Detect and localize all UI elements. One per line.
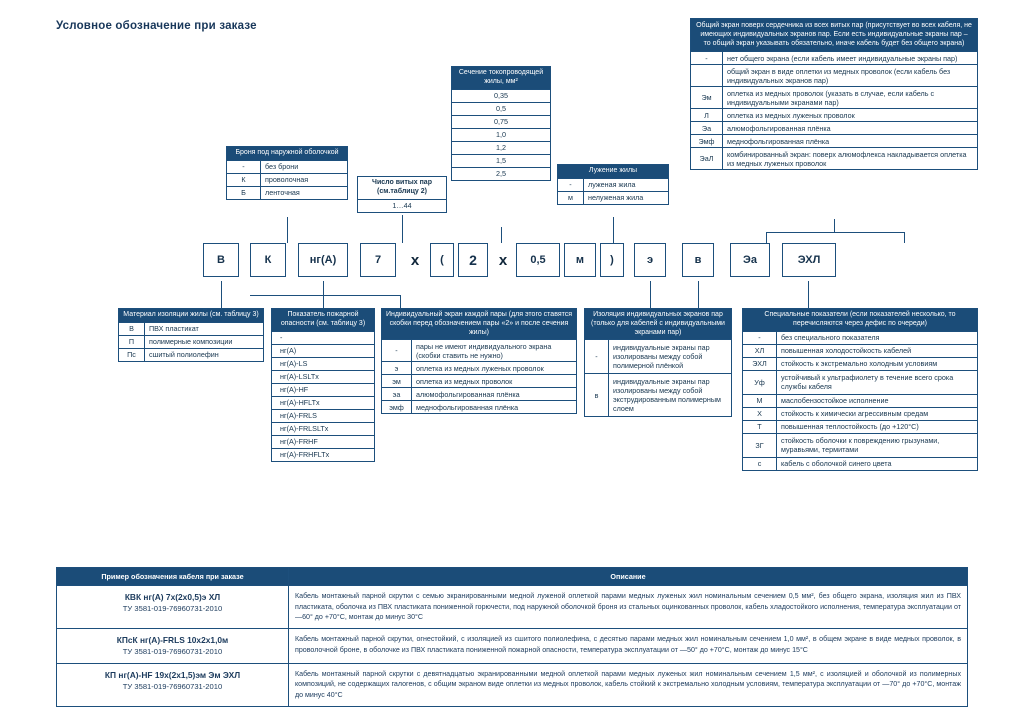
- code-cell-common-screen[interactable]: Эа: [730, 243, 770, 277]
- table-row: [558, 179, 668, 192]
- table-row: [452, 168, 550, 180]
- pair-screen-val-4: меднофольгированная плёнка: [416, 402, 519, 412]
- example-mark-1: [57, 629, 289, 663]
- table-row: [57, 663, 967, 706]
- fire-hazard-header: Показатель пожарной опасности (см. таблицу 3): [272, 309, 374, 332]
- table-row: [743, 371, 977, 395]
- connector: [766, 232, 767, 243]
- table-row: [743, 395, 977, 408]
- common-screen-key-6: ЭаЛ: [691, 148, 723, 169]
- special-val-4: маслобензостойкое исполнение: [781, 396, 889, 405]
- table-row: [691, 65, 977, 87]
- table-row: [691, 87, 977, 109]
- code-cell-pair-count[interactable]: 2: [458, 243, 488, 277]
- example-mark-code-1: КПсК нг(А)-FRLS 10х2х1,0м: [116, 634, 229, 645]
- common-screen-val-4: алюмофольгированная плёнка: [727, 123, 831, 133]
- table-row: [272, 384, 374, 397]
- pair-screen-key-1: э: [382, 362, 412, 374]
- common-screen-key-4: Эа: [691, 122, 723, 134]
- table-row: [119, 336, 263, 349]
- table-row: [691, 135, 977, 148]
- table-row: [743, 434, 977, 458]
- special-key-7: ЗГ: [743, 434, 777, 457]
- pair-screen-key-0: -: [382, 340, 412, 361]
- table-row: [272, 345, 374, 358]
- section-table: [451, 66, 551, 181]
- table-row: [558, 192, 668, 204]
- code-cell-close-paren[interactable]: ): [600, 243, 624, 277]
- table-row: [272, 423, 374, 436]
- special-key-6: Т: [743, 421, 777, 433]
- section-value-2: 0,75: [494, 117, 508, 126]
- table-row: [119, 323, 263, 336]
- fire-hazard-value-9: нг(А)-FRHFLTx: [280, 450, 330, 459]
- table-row: [382, 388, 576, 401]
- armour-key-2: Б: [227, 187, 261, 199]
- special-val-5: стойкость к химически агрессивным средам: [781, 409, 929, 418]
- table-row: [743, 332, 977, 345]
- connector: [400, 295, 401, 308]
- tinning-val-1: нелуженая жила: [588, 193, 644, 203]
- common-screen-key-2: Эм: [691, 87, 723, 108]
- screen-insulation-table: [584, 308, 732, 417]
- example-desc-1: Кабель монтажный парной скрутки, огнестойкий, с изоляцией из сшитого полиолефина, с десятью парами медных жил номинальным сечением 1,0 мм², в общем экране в виде медных проволок, в проволочной броне, в оболочке из ПВХ пластиката пониженной пожарной опасности, температура эксплуатации от —50° до +70°С, монтаж до минус 15°С: [295, 634, 961, 654]
- special-key-4: М: [743, 395, 777, 407]
- table-row: [452, 116, 550, 129]
- examples-col1-header: Пример обозначения кабеля при заказе: [57, 568, 289, 585]
- table-row: [382, 375, 576, 388]
- table-row: [743, 458, 977, 470]
- connector: [766, 232, 904, 233]
- page-title: Условное обозначение при заказе: [56, 20, 257, 32]
- common-screen-key-1: [691, 65, 723, 86]
- connector: [834, 219, 835, 232]
- armour-val-1: проволочная: [265, 175, 309, 185]
- table-row: [272, 449, 374, 461]
- table-row: [452, 155, 550, 168]
- insulation-key-0: В: [119, 323, 145, 335]
- special-val-6: повышенная теплостойкость (до +120°С): [781, 422, 919, 431]
- table-row: [585, 340, 731, 374]
- example-mark-code-0: КВК нг(А) 7х(2х0,5)э ХЛ: [124, 592, 221, 602]
- pairs-table: [357, 176, 447, 213]
- connector: [250, 295, 400, 296]
- special-val-0: без специального показателя: [781, 333, 880, 342]
- table-row: [743, 358, 977, 371]
- table-row: [227, 187, 347, 199]
- pairs-value: 1…44: [392, 201, 412, 210]
- common-screen-val-3: оплетка из медных луженых проволок: [727, 110, 855, 120]
- screen-insulation-key-1: в: [585, 374, 609, 416]
- common-screen-val-6: комбинированный экран: поверх алюмофлекса накладывается оплетка из медных луженых проволок: [727, 149, 967, 168]
- screen-insulation-header: Изоляция индивидуальных экранов пар (только для кабелей с индивидуальными экранами пар): [585, 309, 731, 340]
- insulation-val-2: сшитый полиолефин: [149, 350, 219, 360]
- fire-hazard-value-4: нг(А)-HF: [280, 385, 309, 394]
- example-desc-2: Кабель монтажный парной скрутки с девятнадцатью экранированными медной оплеткой парами медных луженых жил номинальным сечением 1,5 мм², с изоляцией и оболочкой из полимерных композиций, не содержащих галогенов, с общим экраном виде оплетки из медных проволок, кабель стойкий к экстремально холодным условиям, температура эксплуатации от —70° до +70°С, монтаж до минус 40°С: [295, 669, 961, 700]
- armour-val-2: ленточная: [265, 188, 300, 198]
- special-val-3: устойчивый к ультрафиолету в течение всего срока службы кабеля: [781, 373, 954, 391]
- screen-insulation-key-0: -: [585, 340, 609, 373]
- screen-insulation-val-0: индивидуальные экраны пар изолированы между собой полимерной плёнкой: [613, 343, 710, 371]
- fire-hazard-value-6: нг(А)-FRLS: [280, 411, 317, 420]
- armour-val-0: без брони: [265, 162, 299, 172]
- armour-key-0: -: [227, 161, 261, 173]
- examples-col2-header: Описание: [610, 572, 646, 581]
- example-mark-spec-2: ТУ 3581-019-76960731-2010: [122, 682, 223, 692]
- armour-key-1: К: [227, 174, 261, 186]
- special-header: Специальные показатели (если показателей несколько, то перечисляются через дефис по очереди): [743, 309, 977, 332]
- section-value-6: 2,5: [496, 169, 506, 178]
- armour-table: [226, 146, 348, 200]
- connector: [808, 281, 809, 308]
- tinning-table: [557, 164, 669, 205]
- table-row: [272, 397, 374, 410]
- table-row: [743, 408, 977, 421]
- special-val-7: стойкость оболочки к повреждению грызунами, муравьями, термитами: [781, 436, 940, 454]
- connector: [287, 217, 288, 243]
- code-cell-0[interactable]: В: [203, 243, 239, 277]
- special-val-2: стойкость к экстремально холодным условиям: [781, 359, 938, 368]
- table-row: [382, 401, 576, 413]
- table-row: [452, 142, 550, 155]
- code-cell-3[interactable]: 7: [360, 243, 396, 277]
- table-row: [691, 148, 977, 169]
- example-mark-2: [57, 664, 289, 706]
- fire-hazard-value-1: нг(А): [280, 346, 297, 355]
- table-row: [382, 362, 576, 375]
- code-cell-1[interactable]: К: [250, 243, 286, 277]
- section-value-4: 1,2: [496, 143, 506, 152]
- pair-screen-val-3: алюмофольгированная плёнка: [416, 389, 520, 399]
- table-row: [358, 200, 446, 212]
- fire-hazard-value-8: нг(А)-FRHF: [280, 437, 318, 446]
- section-header: Сечение токопроводящей жилы, мм²: [452, 67, 550, 90]
- connector: [402, 215, 403, 243]
- table-row: [691, 122, 977, 135]
- connector: [904, 232, 905, 243]
- connector: [650, 281, 651, 308]
- table-row: [227, 161, 347, 174]
- code-cell-special[interactable]: ЭХЛ: [782, 243, 836, 277]
- pair-screen-val-2: оплетка из медных проволок: [416, 376, 513, 386]
- examples-table: [56, 567, 968, 707]
- code-cell-screen-insulation[interactable]: в: [682, 243, 714, 277]
- table-row: [743, 421, 977, 434]
- special-key-5: Х: [743, 408, 777, 420]
- code-cell-open-paren[interactable]: (: [430, 243, 454, 277]
- insulation-material-header: Материал изоляции жилы (см. таблицу 3): [119, 309, 263, 323]
- connector: [698, 281, 699, 308]
- examples-header-row: [57, 568, 967, 585]
- section-value-1: 0,5: [496, 104, 506, 113]
- fire-hazard-value-0: -: [280, 333, 283, 342]
- example-mark-spec-1: ТУ 3581-019-76960731-2010: [122, 647, 223, 657]
- table-row: [272, 371, 374, 384]
- fire-hazard-value-2: нг(А)-LS: [280, 359, 308, 368]
- order-code-row: [0, 243, 1024, 281]
- common-screen-val-1: общий экран в виде оплетки из медных проволок (если кабель без индивидуальных экранов пар): [727, 66, 951, 85]
- pair-screen-key-3: эа: [382, 388, 412, 400]
- pair-screen-val-1: оплетка из медных луженых проволок: [416, 363, 544, 373]
- example-mark-0: [57, 586, 289, 628]
- table-row: [691, 52, 977, 65]
- table-row: [119, 349, 263, 361]
- section-value-3: 1,0: [496, 130, 506, 139]
- example-mark-spec-0: ТУ 3581-019-76960731-2010: [122, 604, 223, 614]
- table-row: [743, 345, 977, 358]
- table-row: [452, 103, 550, 116]
- table-row: [57, 628, 967, 663]
- table-row: [382, 340, 576, 362]
- table-row: [452, 90, 550, 103]
- special-val-1: повышенная холодостойкость кабелей: [781, 346, 912, 355]
- insulation-val-1: полимерные композиции: [149, 337, 233, 347]
- common-screen-key-0: -: [691, 52, 723, 64]
- common-screen-val-0: нет общего экрана (если кабель имеет индивидуальные экраны пар): [727, 53, 958, 63]
- common-screen-header: Общий экран поверх сердечника из всех витых пар (присутствует во всех кабеля, не имеющих индивидуальных экранов пар. Если есть индивидуальные экраны пар – то общий экран указывать обязательно, иначе кабель будет без общего экрана): [691, 19, 977, 52]
- connector: [501, 227, 502, 243]
- table-row: [272, 358, 374, 371]
- special-key-2: ЭХЛ: [743, 358, 777, 370]
- code-cell-tinning[interactable]: м: [564, 243, 596, 277]
- insulation-key-1: П: [119, 336, 145, 348]
- special-table: [742, 308, 978, 471]
- pair-screen-key-2: эм: [382, 375, 412, 387]
- tinning-header: Лужение жилы: [558, 165, 668, 179]
- fire-hazard-value-7: нг(А)-FRLSLTx: [280, 424, 329, 433]
- table-row: [272, 332, 374, 345]
- common-screen-val-2: оплетка из медных проволок (указать в случае, если кабель с индивидуальными экранами пар): [727, 88, 935, 107]
- insulation-material-table: [118, 308, 264, 362]
- common-screen-key-5: Эмф: [691, 135, 723, 147]
- code-sym-mult-1: x: [410, 251, 420, 269]
- section-value-5: 1,5: [496, 156, 506, 165]
- example-desc-0: Кабель монтажный парной скрутки с семью экранированными медной луженой оплеткой парами медных луженых жил номинальным сечением 0,5 мм², без общего экрана, изоляция жил из ПВХ пластиката, оболочка из ПВХ пластиката пониженной горючести, под наружной оболочкой броня из стальных оцинкованных проволок, кабель хладостойкого исполнения, температура эксплуатации от —60° до +70°С, монтаж до минус 30°С: [295, 592, 961, 622]
- table-row: [691, 109, 977, 122]
- pairs-header: Число витых пар (см.таблицу 2): [358, 177, 446, 200]
- tinning-val-0: луженая жила: [588, 180, 636, 190]
- code-sym-mult-2: x: [498, 251, 508, 269]
- fire-hazard-value-5: нг(А)-HFLTx: [280, 398, 320, 407]
- tinning-key-1: м: [558, 192, 584, 204]
- pair-screen-val-0: пары не имеют индивидуального экрана (скобки ставить не нужно): [416, 341, 552, 360]
- table-row: [57, 585, 967, 628]
- screen-insulation-val-1: индивидуальные экраны пар изолированы между собой экструдированным полимерным слоем: [613, 377, 721, 414]
- individual-pair-screen-table: [205, 308, 207, 310]
- pair-screen-key-4: эмф: [382, 401, 412, 413]
- example-mark-code-2: КП нг(А)-HF 19х(2х1,5)эм Эм ЭХЛ: [104, 669, 241, 680]
- table-row: [272, 436, 374, 449]
- special-key-0: -: [743, 332, 777, 344]
- section-value-0: 0,35: [494, 91, 508, 100]
- code-cell-pair-screen[interactable]: э: [634, 243, 666, 277]
- special-key-3: Уф: [743, 371, 777, 394]
- common-screen-val-5: меднофольгированная плёнка: [727, 136, 830, 146]
- table-row: [452, 129, 550, 142]
- pair-screen-header: Индивидуальный экран каждой пары (для этого ставятся скобки перед обозначением пары «2» и после сечения жилы): [382, 309, 576, 340]
- table-row: [585, 374, 731, 416]
- code-cell-section[interactable]: 0,5: [516, 243, 560, 277]
- insulation-key-2: Пс: [119, 349, 145, 361]
- insulation-val-0: ПВХ пластикат: [149, 324, 199, 334]
- table-row: [227, 174, 347, 187]
- special-val-8: кабель с оболочкой синего цвета: [781, 459, 892, 468]
- armour-header: Броня под наружной оболочкой: [227, 147, 347, 161]
- special-key-8: с: [743, 458, 777, 470]
- connector: [613, 217, 614, 243]
- special-key-1: ХЛ: [743, 345, 777, 357]
- pair-screen-panel: [381, 308, 577, 414]
- common-screen-table: [690, 18, 978, 170]
- code-cell-2[interactable]: нг(А): [298, 243, 348, 277]
- connector: [221, 281, 222, 308]
- fire-hazard-value-3: нг(А)-LSLTx: [280, 372, 319, 381]
- table-row: [272, 410, 374, 423]
- fire-hazard-table: [271, 308, 375, 462]
- tinning-key-0: -: [558, 179, 584, 191]
- common-screen-key-3: Л: [691, 109, 723, 121]
